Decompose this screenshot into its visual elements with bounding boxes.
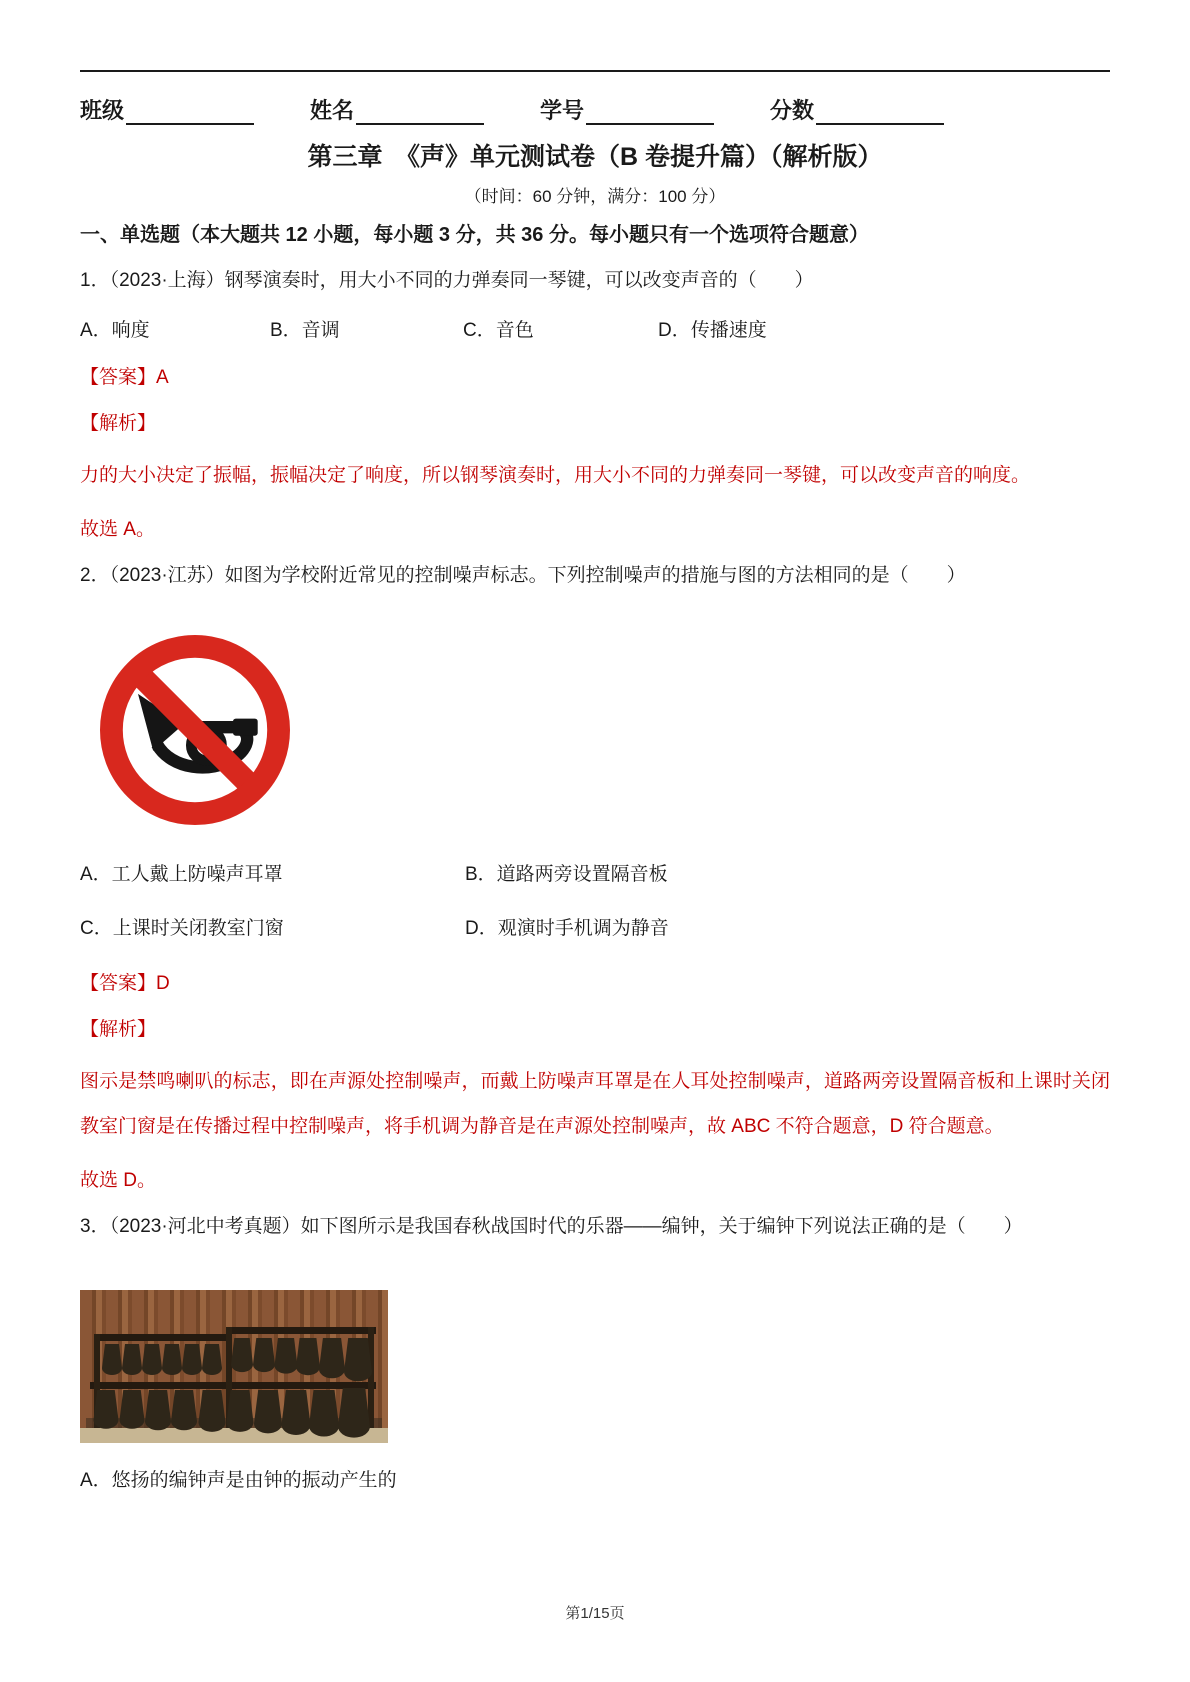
name-blank-line	[356, 99, 484, 125]
student-id-field	[540, 94, 770, 125]
q2-conclusion: 故选 D。	[80, 1169, 157, 1191]
q1-analysis-label: 【解析】	[80, 413, 157, 435]
q3-option-a: A．悠扬的编钟声是由钟的振动产生的	[80, 1469, 397, 1491]
q1-options	[80, 317, 1110, 346]
student-info-row	[80, 94, 1110, 125]
page-number: 第1/15页	[565, 1605, 625, 1622]
class-blank-line	[126, 99, 254, 125]
q1-conclusion: 故选 A。	[80, 518, 155, 540]
header-divider	[80, 70, 1110, 72]
q1-analysis-text: 力的大小决定了振幅，振幅决定了响度，所以钢琴演奏时，用大小不同的力弹奏同一琴键，可以改变声音的响度。	[80, 464, 1031, 486]
class-field	[80, 94, 310, 125]
q2-answer-label: 【答案】	[80, 972, 157, 994]
q2-option-c: C．上课时关闭教室门窗	[80, 918, 284, 940]
q2-option-d: D．观演时手机调为静音	[465, 918, 669, 940]
no-horn-sign-graphic	[100, 635, 290, 825]
student-id-label: 学号	[540, 98, 585, 123]
page-title: 第三章 《声》单元测试卷（B 卷提升篇）（解析版）	[307, 143, 883, 171]
name-field	[310, 94, 540, 125]
q2-options	[80, 861, 1110, 944]
bianzhong-bells-photo	[80, 1290, 388, 1443]
q2-option-b: B．道路两旁设置隔音板	[465, 863, 668, 885]
q1-option-c: C．音色	[463, 320, 534, 342]
student-id-blank-line	[586, 99, 714, 125]
q2-option-a: A．工人戴上防噪声耳罩	[80, 863, 283, 885]
q2-analysis-text: 图示是禁鸣喇叭的标志，即在声源处控制噪声，而戴上防噪声耳罩是在人耳处控制噪声，道路两旁设置隔音板和上课时关闭教室门窗是在传播过程中控制噪声，将手机调为静音是在声源处控制噪声，故 ABC 不符合题意，D 符合题意。	[80, 1070, 1110, 1137]
q2-options-row-1	[80, 861, 1110, 890]
section-heading: 一、单选题（本大题共 12 小题，每小题 3 分，共 36 分。每小题只有一个选项符合题意）	[80, 223, 869, 246]
q1-answer-line	[80, 364, 1110, 393]
q2-options-row-2	[80, 915, 1110, 944]
score-blank-line	[816, 99, 944, 125]
name-label: 姓名	[310, 98, 355, 123]
score-label: 分数	[770, 98, 815, 123]
q1-option-b: B．音调	[270, 320, 340, 342]
q2-answer-value: D	[156, 972, 170, 994]
q1-option-d: D．传播速度	[658, 320, 767, 342]
q1-answer-label: 【答案】	[80, 366, 157, 388]
q1-option-a: A．响度	[80, 320, 150, 342]
q2-analysis-label: 【解析】	[80, 1019, 157, 1041]
q1-stem: 1．（2023·上海）钢琴演奏时，用大小不同的力弹奏同一琴键，可以改变声音的（ ）	[80, 269, 814, 291]
q2-stem: 2．（2023·江苏）如图为学校附近常见的控制噪声标志。下列控制噪声的措施与图的方法相同的是（ ）	[80, 565, 966, 587]
exam-time-score-subtitle: （时间：60 分钟，满分：100 分）	[464, 186, 726, 206]
no-horn-sign-icon	[100, 635, 290, 825]
class-label: 班级	[80, 98, 125, 123]
bianzhong-bells-graphic	[80, 1290, 388, 1443]
q3-stem: 3．（2023·河北中考真题）如下图所示是我国春秋战国时代的乐器——编钟，关于编钟下列说法正确的是（ ）	[80, 1216, 1023, 1238]
q1-answer-value: A	[156, 366, 169, 388]
score-field	[770, 94, 944, 125]
q2-answer-line	[80, 970, 1110, 999]
